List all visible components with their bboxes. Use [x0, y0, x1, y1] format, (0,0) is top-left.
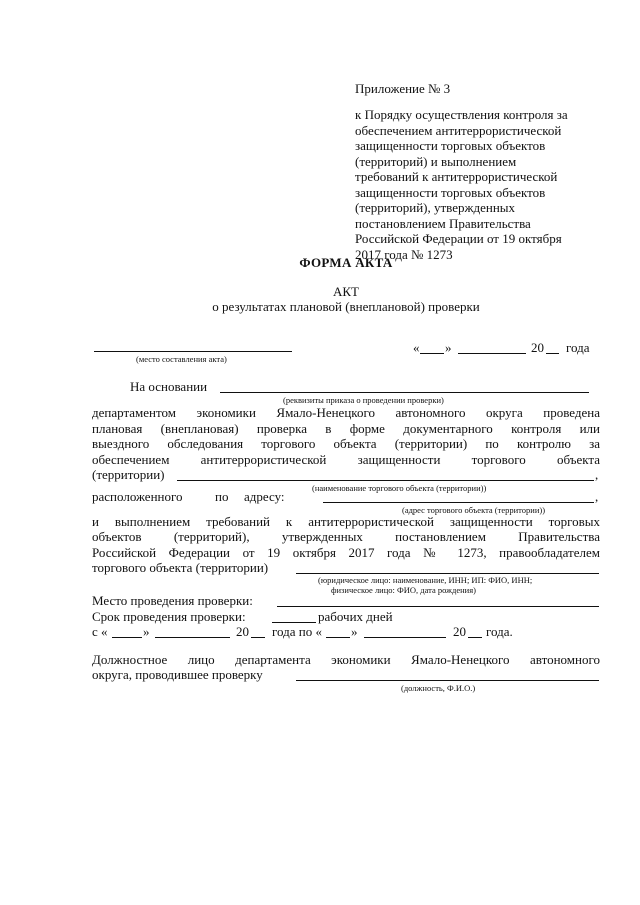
order-caption: (реквизиты приказа о проведении проверки) — [283, 395, 444, 405]
owner-label: торгового объекта (территории) — [92, 560, 269, 575]
to-year-word: года. — [486, 624, 513, 639]
requirements-line: Российской Федерации от 19 октября 2017 года № 1273, правообладателем — [92, 545, 600, 560]
to-century: 20 — [453, 624, 466, 639]
from-prefix: с « — [92, 624, 108, 639]
official-name-line[interactable] — [296, 680, 599, 681]
appendix-line: (территорий) и выполнением — [355, 153, 517, 169]
address-label-3: адресу: — [244, 489, 285, 504]
basis-line: выездного обследования торгового объекта (территории) по контролю за — [92, 436, 600, 451]
place-caption: (место составления акта) — [136, 354, 227, 364]
appendix-line: постановлением Правительства — [355, 215, 531, 231]
official-line-2: округа, проводившее проверку — [92, 667, 263, 682]
appendix-title: Приложение № 3 — [355, 81, 451, 96]
inspection-place-label: Место проведения проверки: — [92, 593, 253, 608]
appendix-line: защищенности торговых объектов — [355, 184, 546, 200]
to-year-line[interactable] — [468, 637, 482, 638]
date-month-line[interactable] — [458, 353, 526, 354]
inspection-term-label: Срок проведения проверки: — [92, 609, 246, 624]
owner-caption: (юридическое лицо: наименование, ИНН; ИП: ФИО, ИНН; — [318, 575, 533, 585]
basis-line: департаментом экономики Ямало-Ненецкого автономного округа проведена — [92, 405, 600, 420]
act-subtitle: о результатах плановой (внеплановой) проверки — [212, 299, 480, 314]
to-close-quote: » — [351, 624, 358, 639]
to-month-line[interactable] — [364, 637, 446, 638]
address-label-2: по — [215, 489, 229, 504]
object-comma: , — [595, 467, 599, 482]
inspection-term-line[interactable] — [272, 622, 316, 623]
basis-label: На основании — [130, 379, 208, 394]
inspection-term-unit: рабочих дней — [318, 609, 393, 624]
order-details-line[interactable] — [220, 392, 589, 393]
to-day-line[interactable] — [326, 637, 350, 638]
date-century: 20 — [531, 340, 544, 355]
territory-label: (территории) — [92, 467, 165, 482]
object-name-line[interactable] — [177, 480, 594, 481]
owner-line[interactable] — [296, 573, 599, 574]
basis-line: плановая (внеплановая) проверка в форме документарного контроля или — [92, 421, 600, 436]
appendix-line: к Порядку осуществления контроля за — [355, 107, 568, 122]
appendix-line: обеспечением антитеррористической — [355, 122, 562, 138]
appendix-line: 2017 года № 1273 — [355, 246, 453, 262]
official-line: Должностное лицо департамента экономики Ямало-Ненецкого автономного — [92, 652, 600, 667]
from-close-quote: » — [143, 624, 150, 639]
date-open-quote: « — [413, 340, 420, 355]
address-label-1: расположенного — [92, 489, 183, 504]
requirements-line: объектов (территорий), утвержденных постановлением Правительства — [92, 529, 600, 544]
date-day-line[interactable] — [420, 353, 444, 354]
object-caption: (наименование торгового объекта (территории)) — [312, 483, 487, 493]
appendix-line: требований к антитеррористической — [355, 169, 558, 184]
from-century: 20 — [236, 624, 249, 639]
basis-line: обеспечением антитеррористической защищенности торгового объекта — [92, 452, 600, 467]
from-year-line[interactable] — [251, 637, 265, 638]
requirements-line: и выполнением требований к антитеррористической защищенности торговых — [92, 514, 600, 529]
address-caption: (адрес торгового объекта (территории)) — [402, 505, 546, 515]
inspection-place-line[interactable] — [277, 606, 599, 607]
date-year-line[interactable] — [546, 353, 559, 354]
form-title: ФОРМА АКТА — [299, 255, 393, 270]
address-comma: , — [595, 489, 599, 504]
official-caption: (должность, Ф.И.О.) — [401, 683, 476, 693]
act-title: АКТ — [333, 284, 359, 299]
appendix-line: защищенности торговых объектов — [355, 138, 546, 153]
appendix-line: Российской Федерации от 19 октября — [355, 231, 562, 246]
address-line[interactable] — [323, 502, 594, 503]
owner-caption: физическое лицо: ФИО, дата рождения) — [331, 585, 476, 595]
appendix-text — [355, 107, 568, 262]
place-line[interactable] — [94, 351, 292, 352]
date-year-word: года — [566, 340, 590, 355]
to-text: года по « — [272, 624, 322, 639]
from-month-line[interactable] — [155, 637, 230, 638]
from-day-line[interactable] — [112, 637, 142, 638]
date-close-quote: » — [445, 340, 452, 355]
appendix-line: (территорий), утвержденных — [355, 200, 516, 215]
